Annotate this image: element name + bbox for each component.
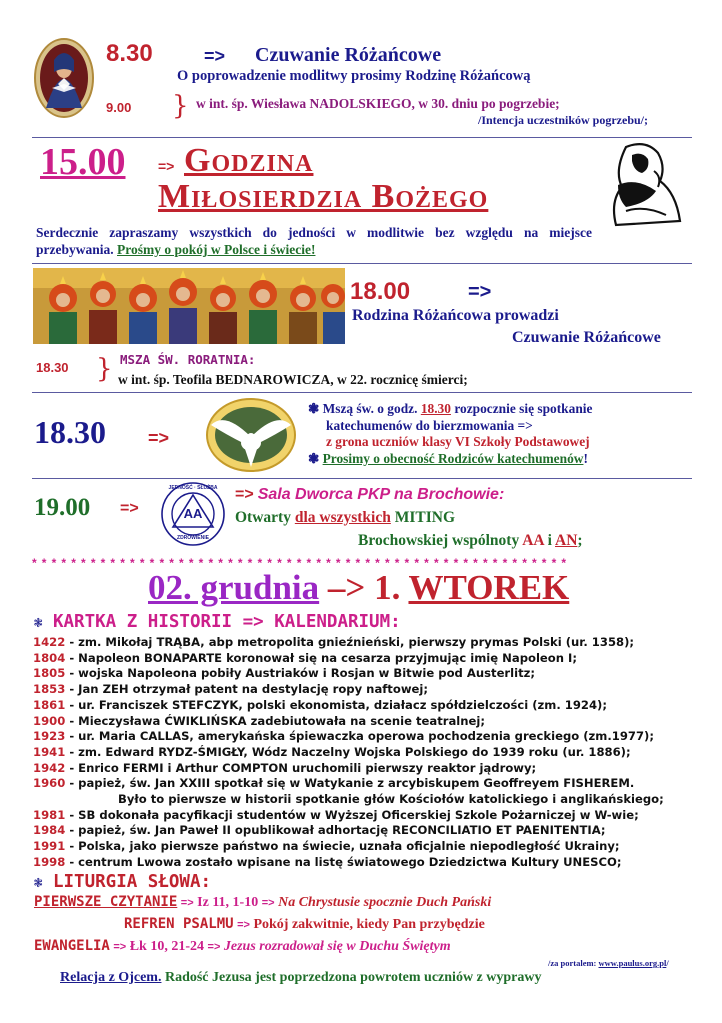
block3-mass-title: MSZA ŚW. RORATNIA: [120,352,256,367]
block2-text2: Prośmy o pokój w Polsce i świecie! [117,242,316,257]
history-row [33,745,631,759]
relation-text: Radość Jezusa jest poprzedzona powrotem uczniów z wyprawy [164,970,542,985]
block5-line1-arrow: => [235,486,254,503]
history-row [33,855,621,869]
history-year: 1941 [33,744,66,759]
history-text: - papież, św. Jan XXIII spotkał się w Watykanie z arcybiskupem Geoffreyem FISHEREM. [65,776,635,791]
psalm-label: REFREN PSALMU [124,916,234,932]
block4-bullet1-b: rozpocznie się spotkanie [454,401,593,416]
block2-text1: Serdecznie zapraszamy wszystkich do jedności w modlitwie bez względu na miejsce przebywania. [36,225,592,257]
history-year: 1984 [33,823,66,838]
dove-icon [205,397,297,473]
history-text: - Polska, jako pierwsze państwo na świecie, uznała oficjalnie niepodległość Ukrainy; [65,839,620,854]
block3-time: 18.00 [350,278,411,305]
history-text: - Napoleon BONAPARTE koronował się na cesarza przyjmując imię Napoleon I; [65,650,578,665]
history-year: 1804 [33,650,66,665]
block5-line2-a: Otwarty [235,509,291,526]
block5-line3 [358,532,583,550]
history-text: - centrum Lwowa zostało wpisane na listę światowego Dziedzictwa Kultury UNESCO; [65,854,622,869]
history-row [33,682,428,696]
history-row [33,651,577,665]
block5-line2-c: MITING [394,509,456,526]
block2-title-line2: Miłosierdzia Bożego [158,178,489,215]
block2-text [36,224,592,258]
block4-bullet1-time: 18.30 [420,401,451,416]
history-row [33,635,634,649]
history-text: - SB dokonała pacyfikacji studentów w Wyższej Oficerskiej Szkole Pożarniczej w W-wie; [65,807,639,822]
madonna-icon [34,38,94,118]
divider-2 [32,263,692,264]
history-text: - ur. Maria CALLAS, amerykańska śpiewaczka operowa pochodzenia greckiego (zm.1977); [65,729,654,744]
block5-time: 19.00 [34,494,91,521]
block4-bullet2 [308,451,688,468]
aa-logo-top: JEDNOŚĆ · SŁUŻBA [168,485,218,491]
pieta-icon [596,141,688,229]
block4-bullet1 [308,401,688,418]
liturgy-relation [60,970,542,986]
block2-time: 15.00 [40,141,126,183]
history-text: - ur. Franciszek STEFCZYK, polski ekonomista, działacz spółdzielczości (zm. 1924); [65,697,607,712]
block3-intention: w int. śp. Teofila BEDNAROWICZA, w 22. rocznicę śmierci; [118,372,468,387]
block1-brace: } [172,91,189,121]
block5-line3-c: i [547,532,552,549]
history-text: - zm. Edward RYDZ-ŚMIGŁY, Wódz Naczelny Wojska Polskiego do 1939 roku (ur. 1886); [65,744,631,759]
block5-line3-e: ; [577,532,583,549]
liturgy-title-text: LITURGIA SŁOWA: [52,872,212,892]
history-year: 1960 [33,776,66,791]
liturgy-psalm [124,916,485,933]
history-text: - Jan ZEH otrzymał patent na destylację ropy naftowej; [65,682,428,697]
divider-4 [32,478,692,479]
history-title [34,612,401,632]
history-title-text: KARTKA Z HISTORII => KALENDARIUM: [52,612,401,632]
liturgy-reading1 [34,894,491,911]
block1-time: 8.30 [106,40,153,67]
pentecost-icon [33,268,345,344]
history-year: 1923 [33,729,66,744]
history-year: 1805 [33,666,66,681]
star-separator: * * * * * * * * * * * * * * * * * * * * * * * * * * * * * * * * * * * * * * * * * * * * * * * * * * * * * * * [32,556,567,570]
history-year: 1991 [33,839,66,854]
history-year: 1422 [33,635,66,649]
block5-line2 [235,509,455,527]
date-header [148,568,569,608]
gospel-ref: Łk 10, 21-24 [129,939,205,954]
history-year: 1853 [33,682,66,697]
history-year: 1981 [33,807,66,822]
block1-request: O poprowadzenie modlitwy prosimy Rodzinę Różańcową [177,68,531,84]
history-year: 1861 [33,697,66,712]
reading1-text: Na Chrystusie spocznie Duch Pański [278,895,492,910]
block4-time: 18.30 [34,414,106,450]
bullet-icon: ❃ [34,875,43,891]
reading1-arrow2: => [261,897,275,909]
history-row [33,839,620,853]
source-end: / [666,958,669,968]
history-row [33,776,634,790]
block5-line3-a: Brochowskiej wspólnoty [358,532,520,549]
history-text: - papież, św. Jan Paweł II opublikował adhortację RECONCILIATIO ET PAENITENTIA; [65,823,606,838]
divider-1 [32,137,692,138]
history-row [33,823,606,837]
history-row [33,666,535,680]
history-row [33,714,485,728]
block4-arrow: => [148,428,170,448]
history-text: Było to pierwsze w historii spotkanie głów Kościołów katolickiego i anglikańskiego; [118,792,664,806]
gospel-label: EWANGELIA [34,938,110,954]
block3-line1: Rodzina Różańcowa prowadzi [352,307,559,324]
date-header-day: WTOREK [408,568,570,607]
history-year: 1942 [33,760,66,775]
bullet-icon: ❃ [308,401,320,416]
history-text: - zm. Mikołaj TRĄBA, abp metropolita gnieźnieński, pierwszy prymas Polski (ur. 1358); [65,635,635,649]
gospel-arrow2: => [207,941,221,953]
history-row [33,761,536,775]
block3-line2: Czuwanie Różańcowe [512,329,661,346]
psalm-text: Pokój zakwitnie, kiedy Pan przybędzie [253,917,485,932]
block5-line2-b: dla wszystkich [294,509,391,526]
date-header-date: 02. grudnia [148,568,320,607]
source-link[interactable]: www.paulus.org.pl [598,958,667,968]
aa-logo-icon [160,481,226,547]
history-year: 1998 [33,854,66,869]
block1-intention-note: /Intencja uczestników pogrzebu/; [478,113,648,127]
reading1-label: PIERWSZE CZYTANIE [34,894,178,910]
block2-arrow: => [158,158,175,174]
block5-line1 [235,486,504,504]
block5-arrow: => [120,500,139,517]
date-header-arrow: –> [327,568,366,607]
block4-bullet1-c: katechumenów do bierzmowania => [326,417,533,433]
reading1-ref: Iz 11, 1-10 [197,895,259,910]
history-text: - Enrico FERMI i Arthur COMPTON uruchomili pierwszy reaktor jądrowy; [65,760,537,775]
block4-bullets [308,401,688,467]
bullet-icon: ❃ [34,615,43,631]
liturgy-source [548,958,669,968]
history-year: 1900 [33,713,66,728]
block2-title-line1: Godzina [184,142,314,179]
block4-bullet1-d: z grona uczniów klasy VI Szkoły Podstawowej [326,434,590,449]
history-text: - Mieczysława ĆWIKLIŃSKA zadebiutowała na scenie teatralnej; [65,713,486,728]
source-label: /za portalem: [548,958,597,968]
block3-arrow: => [468,281,492,303]
gospel-text: Jezus rozradował się w Duchu Świętym [223,939,451,954]
block1-mass-time: 9.00 [106,100,132,115]
gospel-arrow: => [113,941,127,953]
history-row [33,729,654,743]
history-row [118,792,664,806]
history-row [33,698,607,712]
psalm-arrow: => [237,919,250,931]
block4-bullet1-a: Mszą św. o godz. [322,401,418,416]
history-row [33,808,639,822]
aa-logo-center: AA [183,506,203,521]
date-header-num: 1. [374,568,401,607]
block3-brace: } [96,354,113,384]
divider-3 [32,392,692,393]
bullet-icon: ❃ [308,450,320,466]
block4-bullet2-text: Prosimy o obecność Rodziców katechumenów [322,450,584,466]
liturgy-title [34,872,211,892]
liturgy-gospel [34,938,451,955]
block5-line3-b: AA [522,532,544,549]
block4-bullet2-end: ! [583,450,588,466]
block3-mass-time: 18.30 [36,360,69,375]
relation-label: Relacja z Ojcem. [60,970,162,985]
history-text: - wojska Napoleona pobiły Austriaków i Rosjan w Bitwie pod Austerlitz; [65,666,536,681]
block1-title: Czuwanie Różańcowe [255,44,442,66]
block5-line3-d: AN [555,532,578,549]
block1-arrow: => [204,46,226,66]
aa-logo-bottom: ZDROWIENIE [177,535,209,541]
reading1-arrow: => [180,897,194,909]
block1-intention: w int. śp. Wiesława NADOLSKIEGO, w 30. dniu po pogrzebie; [196,96,560,111]
block5-line1-text: Sala Dworca PKP na Brochowie: [257,486,505,503]
